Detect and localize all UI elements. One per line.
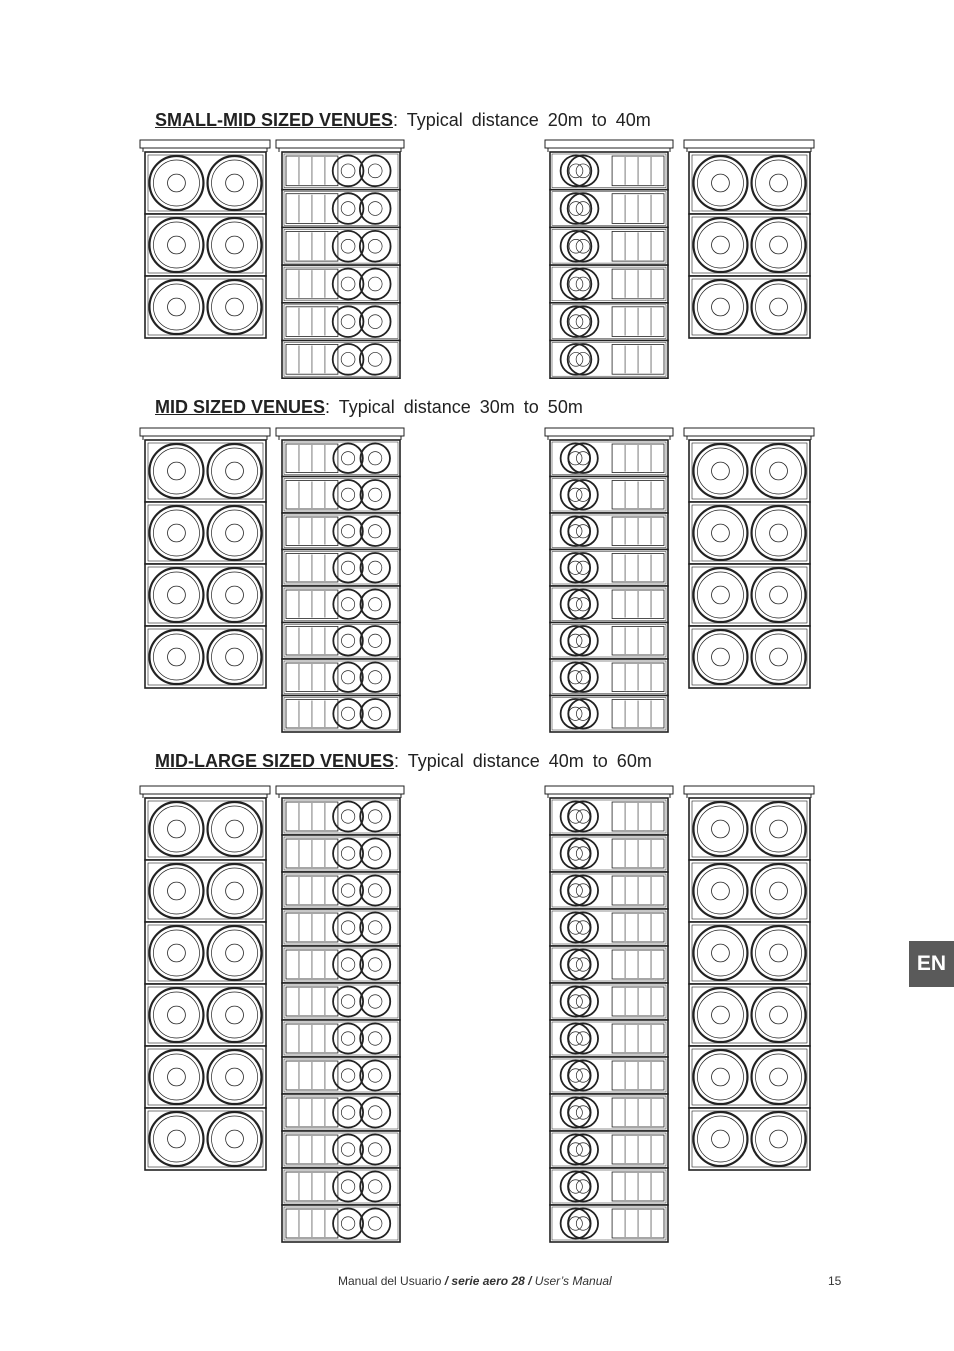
- line-array-cabinet: [550, 1094, 668, 1131]
- subwoofer-cabinet: [689, 440, 810, 502]
- rigging-frame: [684, 786, 814, 794]
- line-array-cabinet: [282, 946, 400, 983]
- rigging-frame: [276, 140, 404, 148]
- subwoofer-cabinet: [145, 626, 266, 688]
- line-array-cabinet: [550, 513, 668, 550]
- subwoofer-cabinet: [689, 502, 810, 564]
- rigging-frame: [545, 428, 673, 436]
- subwoofer-cabinet: [689, 564, 810, 626]
- line-array-cabinet: [550, 1205, 668, 1242]
- rigging-frame: [276, 786, 404, 794]
- line-array-cabinet: [550, 798, 668, 835]
- line-array-cabinet: [282, 227, 400, 265]
- line-array-cabinet: [550, 1020, 668, 1057]
- line-array-cabinet: [550, 659, 668, 696]
- line-array-cabinet: [550, 909, 668, 946]
- subwoofer-cabinet: [689, 798, 810, 860]
- line-array-cabinet: [282, 835, 400, 872]
- line-array-cabinet: [282, 1205, 400, 1242]
- line-array-cabinet: [550, 303, 668, 341]
- section-title: MID-LARGE SIZED VENUES: [155, 751, 395, 771]
- line-array-cabinet: [282, 1131, 400, 1168]
- line-array-cabinet: [282, 659, 400, 696]
- line-array-cabinet: [282, 586, 400, 623]
- line-array-cabinet: [282, 190, 400, 228]
- section-title: MID SIZED VENUES: [155, 397, 326, 417]
- subwoofer-cabinet: [145, 152, 266, 214]
- subwoofer-cabinet: [145, 922, 266, 984]
- line-array-cabinet: [550, 341, 668, 379]
- subwoofer-cabinet: [145, 214, 266, 276]
- line-array-cabinet: [282, 1168, 400, 1205]
- subwoofer-cabinet: [145, 798, 266, 860]
- rigging-frame: [545, 140, 673, 148]
- line-array-cabinet: [282, 909, 400, 946]
- line-array-cabinet: [550, 696, 668, 733]
- subwoofer-cabinet: [689, 214, 810, 276]
- subwoofer-cabinet: [145, 1046, 266, 1108]
- line-array-cabinet: [550, 1057, 668, 1094]
- rigging-frame: [545, 786, 673, 794]
- rigging-frame: [140, 140, 270, 148]
- footer-manual-title: [338, 1274, 612, 1288]
- line-array-cabinet: [550, 265, 668, 303]
- rigging-frame: [684, 428, 814, 436]
- subwoofer-cabinet: [689, 626, 810, 688]
- section-subtitle: : Typical distance 40m to 60m: [394, 751, 652, 771]
- line-array-cabinet: [550, 946, 668, 983]
- line-array-cabinet: [282, 513, 400, 550]
- section-title: SMALL-MID SIZED VENUES: [155, 110, 394, 130]
- subwoofer-cabinet: [689, 984, 810, 1046]
- subwoofer-cabinet: [689, 922, 810, 984]
- line-array-cabinet: [282, 1020, 400, 1057]
- footer-manual-es: Manual del Usuario: [338, 1274, 445, 1288]
- line-array-cabinet: [282, 696, 400, 733]
- subwoofer-cabinet: [145, 502, 266, 564]
- line-array-cabinet: [550, 550, 668, 587]
- section-subtitle: : Typical distance 20m to 40m: [393, 110, 651, 130]
- line-array-cabinet: [550, 1131, 668, 1168]
- line-array-cabinet: [550, 835, 668, 872]
- line-array-cabinet: [282, 265, 400, 303]
- line-array-cabinet: [282, 550, 400, 587]
- footer-series: / serie aero 28 /: [444, 1274, 532, 1288]
- line-array-cabinet: [550, 586, 668, 623]
- line-array-cabinet: [282, 1057, 400, 1094]
- subwoofer-cabinet: [145, 276, 266, 338]
- subwoofer-cabinet: [145, 564, 266, 626]
- subwoofer-cabinet: [145, 1108, 266, 1170]
- subwoofer-cabinet: [689, 152, 810, 214]
- line-array-cabinet: [550, 190, 668, 228]
- line-array-cabinet: [282, 983, 400, 1020]
- line-array-cabinet: [282, 798, 400, 835]
- line-array-cabinet: [282, 623, 400, 660]
- line-array-cabinet: [282, 440, 400, 477]
- line-array-cabinet: [550, 477, 668, 514]
- line-array-cabinet: [550, 152, 668, 190]
- footer-manual-en: User’s Manual: [531, 1274, 612, 1288]
- page-number: 15: [828, 1274, 842, 1288]
- line-array-cabinet: [282, 872, 400, 909]
- subwoofer-cabinet: [145, 984, 266, 1046]
- rigging-frame: [684, 140, 814, 148]
- line-array-cabinet: [550, 440, 668, 477]
- line-array-cabinet: [550, 227, 668, 265]
- subwoofer-cabinet: [689, 1046, 810, 1108]
- line-array-cabinet: [282, 303, 400, 341]
- line-array-cabinet: [550, 623, 668, 660]
- subwoofer-cabinet: [145, 440, 266, 502]
- line-array-cabinet: [282, 152, 400, 190]
- subwoofer-cabinet: [689, 1108, 810, 1170]
- rigging-frame: [140, 428, 270, 436]
- language-tab[interactable]: EN: [909, 941, 954, 987]
- section-subtitle: : Typical distance 30m to 50m: [325, 397, 583, 417]
- line-array-cabinet: [550, 872, 668, 909]
- line-array-cabinet: [282, 477, 400, 514]
- rigging-frame: [140, 786, 270, 794]
- line-array-cabinet: [282, 1094, 400, 1131]
- rigging-frame: [276, 428, 404, 436]
- subwoofer-cabinet: [689, 276, 810, 338]
- line-array-cabinet: [550, 983, 668, 1020]
- line-array-cabinet: [282, 341, 400, 379]
- line-array-cabinet: [550, 1168, 668, 1205]
- subwoofer-cabinet: [689, 860, 810, 922]
- subwoofer-cabinet: [145, 860, 266, 922]
